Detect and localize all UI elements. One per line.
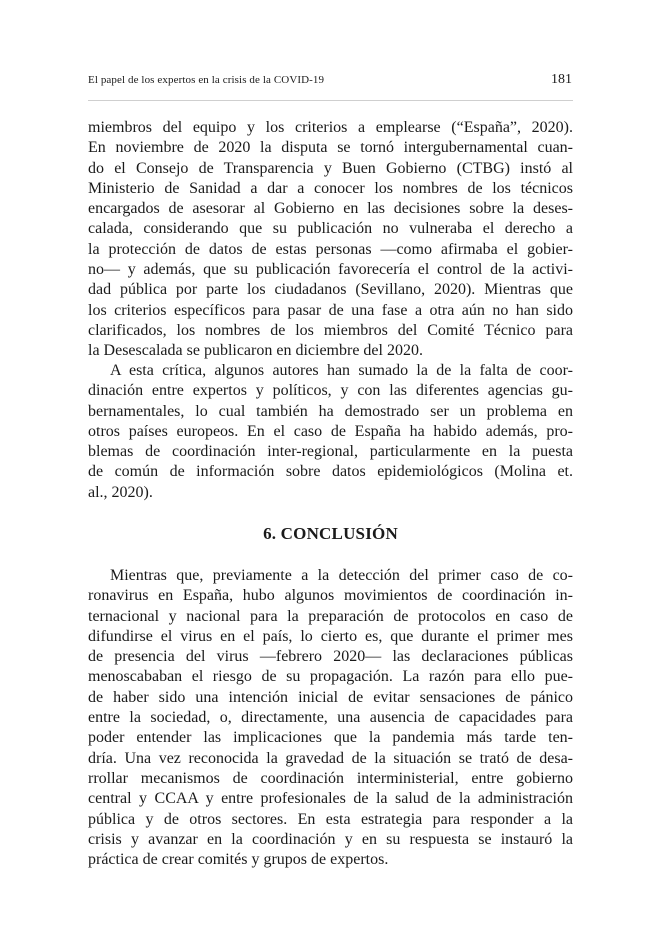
text-line: al., 2020). [88, 483, 153, 501]
text-line: la Desescalada se publicaron en diciembre del 2020. [88, 342, 423, 360]
text-line: crisis y avanzar en la coordinación y en su respuesta se instauró la [88, 830, 573, 848]
section-heading: 6. CONCLUSIÓN [263, 524, 398, 543]
text-line: dría. Una vez reconocida la gravedad de la situación se trató de desa- [88, 749, 573, 767]
text-line: pública y de otros sectores. En esta estrategia para responder a la [88, 810, 573, 828]
text-line: los criterios específicos para pasar de una fase a otra aún no han sido [88, 301, 573, 319]
text-line: miembros del equipo y los criterios a emplearse (“España”, 2020). [88, 119, 573, 136]
text-line: entre la sociedad, o, directamente, una ausencia de capacidades para [88, 709, 573, 727]
paragraph-1 [88, 118, 573, 362]
running-title: El papel de los expertos en la crisis de la COVID-19 [88, 74, 325, 86]
text-line: Mientras que, previamente a la detección del primer caso de co- [110, 567, 573, 584]
text-line: difundirse el virus en el país, lo cierto es, que durante el primer mes [88, 627, 573, 645]
text-line: menoscababan el riesgo de su propagación. La razón para ello pue- [88, 668, 573, 686]
text-line: otros países europeos. En el caso de España ha habido además, pro- [88, 422, 573, 440]
text-line: la protección de datos de estas personas —como afirmaba el gobier- [88, 240, 573, 258]
paragraph-3 [88, 566, 573, 870]
text-line: En noviembre de 2020 la disputa se tornó intergubernamental cuan- [88, 139, 573, 157]
text-line: de presencia del virus —febrero 2020— las declaraciones públicas [88, 648, 573, 666]
text-line: práctica de crear comités y grupos de expertos. [88, 851, 389, 869]
text-line: A esta crítica, algunos autores han sumado la de la falta de coor- [110, 362, 573, 379]
text-line: de común de información sobre datos epidemiológicos (Molina et. [88, 463, 573, 481]
text-line: dad pública por parte los ciudadanos (Sevillano, 2020). Mientras que [88, 281, 573, 299]
text-line: poder entender las implicaciones que la pandemia más tarde ten- [88, 729, 573, 747]
text-line: ternacional y nacional para la preparación de protocolos en caso de [88, 607, 573, 625]
text-line: de haber sido una intención inicial de evitar sensaciones de pánico [88, 688, 573, 706]
text-line: calada, considerando que su publicación no vulneraba el derecho a [88, 220, 573, 238]
text-line: ronavirus en España, hubo algunos movimientos de coordinación in- [88, 587, 573, 605]
text-line: no— y además, que su publicación favorecería el control de la activi- [88, 261, 573, 279]
text-line: central y CCAA y entre profesionales de la salud de la administración [88, 790, 573, 808]
header-rule [88, 100, 573, 101]
text-line: clarificados, los nombres de los miembros del Comité Técnico para [88, 321, 573, 339]
text-line: encargados de asesorar al Gobierno en las decisiones sobre la deses- [88, 200, 573, 218]
paragraph-2 [88, 361, 573, 503]
text-line: Ministerio de Sanidad a dar a conocer los nombres de los técnicos [88, 179, 573, 197]
text-line: do el Consejo de Transparencia y Buen Gobierno (CTBG) instó al [88, 159, 573, 177]
text-line: dinación entre expertos y políticos, y con las diferentes agencias gu- [88, 382, 573, 400]
text-line: rrollar mecanismos de coordinación interministerial, entre gobierno [88, 769, 573, 787]
text-line: blemas de coordinación inter-regional, particularmente en la puesta [88, 443, 573, 461]
text-line: bernamentales, lo cual también ha demostrado ser un problema en [88, 402, 573, 420]
page-number: 181 [551, 72, 572, 87]
